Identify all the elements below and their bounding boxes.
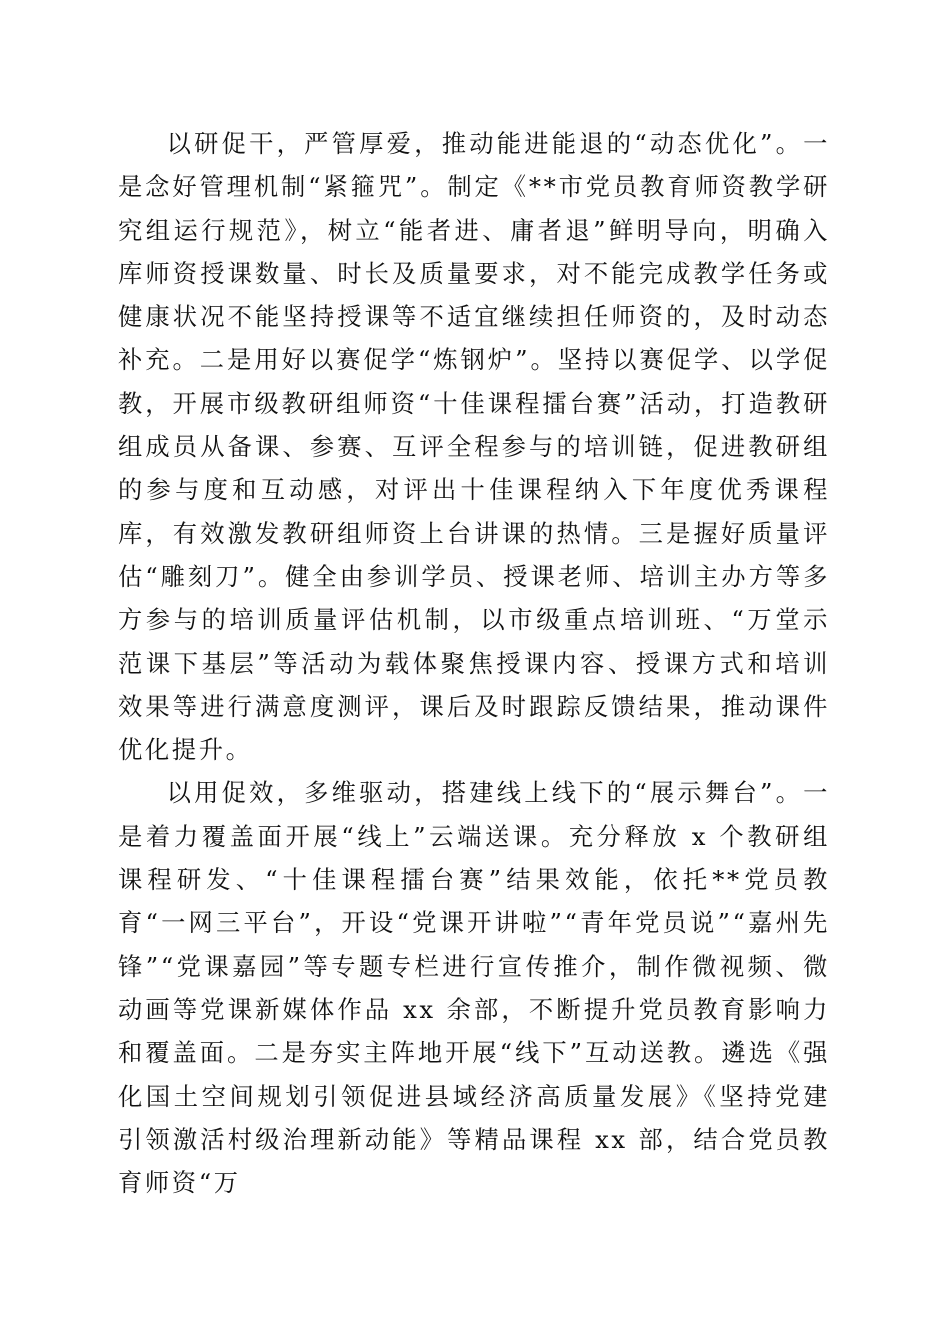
paragraph-display-stage: 以用促效，多维驱动，搭建线上线下的“展示舞台”。一是着力覆盖面开展“线上”云端送课。充分释放 x 个教研组课程研发、“十佳课程擂台赛”结果效能，依托**党员教育“一网三平台”，开设“党课开讲啦”“青年党员说”“嘉州先锋”“党课嘉园”等专题专栏进行宣传推介，制作微视频、微动画等党课新媒体作品 xx 余部，不断提升党员教育影响力和覆盖面。二是夯实主阵地开展“线下”互动送教。遴选《强化国土空间规划引领促进县域经济高质量发展》《坚持党建引领激活村级治理新动能》等精品课程 xx 部，结合党员教育师资“万 bbox=[118, 778, 830, 1198]
paragraph-dynamic-optimization: 以研促干，严管厚爱，推动能进能退的“动态优化”。一是念好管理机制“紧箍咒”。制定《**市党员教育师资教学研究组运行规范》，树立“能者进、庸者退”鲜明导向，明确入库师资授课数量、时长及质量要求，对不能完成教学任务或健康状况不能坚持授课等不适宜继续担任师资的，及时动态补充。二是用好以赛促学“炼钢炉”。坚持以赛促学、以学促教，开展市级教研组师资“十佳课程擂台赛”活动，打造教研组成员从备课、参赛、互评全程参与的培训链，促进教研组的参与度和互动感，对评出十佳课程纳入下年度优秀课程库，有效激发教研组师资上台讲课的热情。三是握好质量评估“雕刻刀”。健全由参训学员、授课老师、培训主办方等多方参与的培训质量评估机制，以市级重点培训班、“万堂示范课下基层”等活动为载体聚焦授课内容、授课方式和培训效果等进行满意度测评，课后及时跟踪反馈结果，推动课件优化提升。 bbox=[118, 129, 830, 765]
body-text bbox=[118, 122, 830, 1204]
